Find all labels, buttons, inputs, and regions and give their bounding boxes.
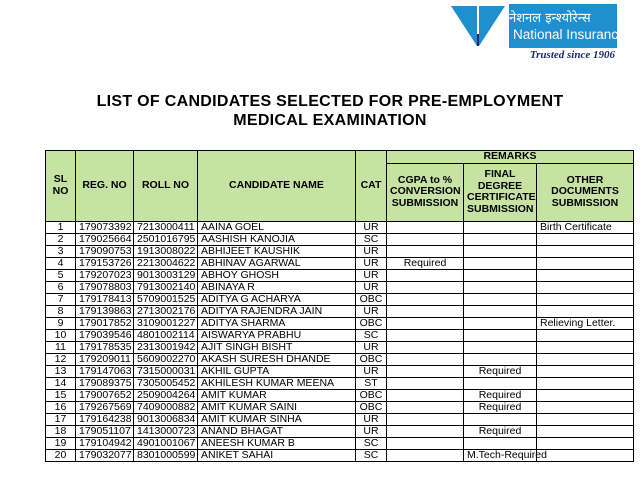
cell-final-degree-remark	[464, 245, 537, 257]
cell-other-documents-remark: Relieving Letter.	[537, 317, 634, 329]
cell-other-documents-remark	[537, 305, 634, 317]
logo-tagline: Trusted since 1906	[529, 49, 615, 61]
cell-other-documents-remark	[537, 257, 634, 269]
cell-cgpa-remark	[387, 317, 464, 329]
cell-final-degree-remark	[464, 437, 537, 449]
logo-english-text: National Insurance	[513, 27, 626, 42]
header-other-documents: OTHER DOCUMENTS SUBMISSION	[537, 163, 634, 221]
cell-cgpa-remark	[387, 329, 464, 341]
cell-category: UR	[356, 269, 387, 281]
cell-final-degree-remark	[464, 221, 537, 233]
table-row	[46, 269, 634, 281]
table-row	[46, 317, 634, 329]
cell-sl-no: 4	[46, 257, 76, 269]
cell-other-documents-remark	[537, 449, 634, 461]
table-row	[46, 257, 634, 269]
cell-roll-no: 9013003129	[134, 269, 198, 281]
cell-final-degree-remark: Required	[464, 425, 537, 437]
cell-other-documents-remark	[537, 425, 634, 437]
table-row	[46, 389, 634, 401]
cell-final-degree-remark	[464, 305, 537, 317]
cell-other-documents-remark	[537, 389, 634, 401]
cell-roll-no: 5609002270	[134, 353, 198, 365]
cell-candidate-name: AAINA GOEL	[198, 221, 356, 233]
table-row	[46, 329, 634, 341]
cell-final-degree-remark: Required	[464, 401, 537, 413]
cell-sl-no: 18	[46, 425, 76, 437]
cell-cgpa-remark	[387, 365, 464, 377]
header-roll-no: ROLL NO	[134, 151, 198, 222]
header-final-degree: FINAL DEGREE CERTIFICATE SUBMISSION	[464, 163, 537, 221]
cell-category: ST	[356, 377, 387, 389]
cell-cgpa-remark	[387, 341, 464, 353]
cell-candidate-name: AISWARYA PRABHU	[198, 329, 356, 341]
cell-reg-no: 179017852	[76, 317, 134, 329]
cell-category: UR	[356, 425, 387, 437]
cell-candidate-name: ABHOY GHOSH	[198, 269, 356, 281]
cell-sl-no: 15	[46, 389, 76, 401]
candidates-table	[45, 150, 634, 462]
cell-cgpa-remark	[387, 305, 464, 317]
cell-reg-no: 179104942	[76, 437, 134, 449]
cell-candidate-name: AMIT KUMAR SINHA	[198, 413, 356, 425]
cell-cgpa-remark	[387, 221, 464, 233]
cell-final-degree-remark	[464, 257, 537, 269]
cell-candidate-name: AKHILESH KUMAR MEENA	[198, 377, 356, 389]
cell-cgpa-remark	[387, 389, 464, 401]
cell-other-documents-remark	[537, 329, 634, 341]
cell-candidate-name: AMIT KUMAR	[198, 389, 356, 401]
cell-reg-no: 179039546	[76, 329, 134, 341]
cell-other-documents-remark	[537, 353, 634, 365]
cell-reg-no: 179153726	[76, 257, 134, 269]
table-row	[46, 365, 634, 377]
cell-sl-no: 19	[46, 437, 76, 449]
candidates-table-body	[46, 221, 634, 461]
cell-sl-no: 7	[46, 293, 76, 305]
cell-final-degree-remark: Required	[464, 365, 537, 377]
cell-roll-no: 1913008022	[134, 245, 198, 257]
cell-candidate-name: ADITYA SHARMA	[198, 317, 356, 329]
cell-final-degree-remark	[464, 317, 537, 329]
cell-sl-no: 2	[46, 233, 76, 245]
cell-cgpa-remark	[387, 233, 464, 245]
cell-cgpa-remark	[387, 449, 464, 461]
cell-cgpa-remark	[387, 377, 464, 389]
cell-reg-no: 179178535	[76, 341, 134, 353]
cell-candidate-name: AKHIL GUPTA	[198, 365, 356, 377]
cell-reg-no: 179073392	[76, 221, 134, 233]
cell-roll-no: 4901001067	[134, 437, 198, 449]
cell-sl-no: 3	[46, 245, 76, 257]
cell-cgpa-remark	[387, 293, 464, 305]
logo-banner	[447, 4, 626, 48]
table-row	[46, 293, 634, 305]
cell-sl-no: 1	[46, 221, 76, 233]
cell-category: OBC	[356, 317, 387, 329]
cell-candidate-name: ANIKET SAHAI	[198, 449, 356, 461]
cell-reg-no: 179139863	[76, 305, 134, 317]
cell-final-degree-remark: M.Tech-Required	[464, 449, 537, 461]
cell-cgpa-remark	[387, 413, 464, 425]
cell-reg-no: 179178413	[76, 293, 134, 305]
cell-other-documents-remark	[537, 437, 634, 449]
cell-final-degree-remark	[464, 329, 537, 341]
cell-roll-no: 7305005452	[134, 377, 198, 389]
cell-other-documents-remark	[537, 245, 634, 257]
cell-final-degree-remark	[464, 269, 537, 281]
cell-reg-no: 179025664	[76, 233, 134, 245]
cell-roll-no: 2213004622	[134, 257, 198, 269]
cell-reg-no: 179032077	[76, 449, 134, 461]
cell-cgpa-remark	[387, 269, 464, 281]
cell-reg-no: 179051107	[76, 425, 134, 437]
cell-category: SC	[356, 233, 387, 245]
cell-roll-no: 8301000599	[134, 449, 198, 461]
cell-category: SC	[356, 437, 387, 449]
header-candidate-name: CANDIDATE NAME	[198, 151, 356, 222]
cell-reg-no: 179164238	[76, 413, 134, 425]
table-row	[46, 377, 634, 389]
cell-final-degree-remark	[464, 377, 537, 389]
cell-candidate-name: ABINAYA R	[198, 281, 356, 293]
cell-other-documents-remark	[537, 293, 634, 305]
cell-reg-no: 179078803	[76, 281, 134, 293]
table-row	[46, 401, 634, 413]
logo-emblem-icon	[447, 4, 509, 48]
cell-reg-no: 179209011	[76, 353, 134, 365]
cell-roll-no: 2501016795	[134, 233, 198, 245]
national-insurance-logo	[447, 4, 626, 64]
table-row	[46, 353, 634, 365]
cell-sl-no: 5	[46, 269, 76, 281]
page-title	[40, 92, 620, 130]
cell-sl-no: 16	[46, 401, 76, 413]
cell-reg-no: 179090753	[76, 245, 134, 257]
cell-final-degree-remark	[464, 341, 537, 353]
table-row	[46, 221, 634, 233]
table-row	[46, 305, 634, 317]
header-row-1	[46, 151, 634, 164]
cell-sl-no: 10	[46, 329, 76, 341]
header-reg-no: REG. NO	[76, 151, 134, 222]
cell-category: SC	[356, 329, 387, 341]
cell-roll-no: 3109001227	[134, 317, 198, 329]
cell-roll-no: 2313001942	[134, 341, 198, 353]
cell-candidate-name: ANEESH KUMAR B	[198, 437, 356, 449]
cell-category: OBC	[356, 401, 387, 413]
cell-reg-no: 179007652	[76, 389, 134, 401]
cell-reg-no: 179147063	[76, 365, 134, 377]
table-row	[46, 281, 634, 293]
cell-other-documents-remark	[537, 281, 634, 293]
cell-roll-no: 7409000882	[134, 401, 198, 413]
cell-candidate-name: ABHINAV AGARWAL	[198, 257, 356, 269]
cell-reg-no: 179267569	[76, 401, 134, 413]
cell-final-degree-remark	[464, 233, 537, 245]
header-remarks: REMARKS	[387, 151, 634, 164]
cell-final-degree-remark	[464, 413, 537, 425]
title-line-2: MEDICAL EXAMINATION	[233, 112, 427, 129]
cell-candidate-name: ADITYA G ACHARYA	[198, 293, 356, 305]
cell-other-documents-remark	[537, 269, 634, 281]
table-row	[46, 341, 634, 353]
cell-other-documents-remark	[537, 341, 634, 353]
header-category: CAT	[356, 151, 387, 222]
cell-category: UR	[356, 257, 387, 269]
cell-other-documents-remark	[537, 377, 634, 389]
cell-category: UR	[356, 221, 387, 233]
cell-sl-no: 9	[46, 317, 76, 329]
header-sl-no: SL NO	[46, 151, 76, 222]
table-row	[46, 413, 634, 425]
cell-category: OBC	[356, 293, 387, 305]
cell-category: SC	[356, 449, 387, 461]
table-row	[46, 233, 634, 245]
cell-other-documents-remark	[537, 401, 634, 413]
cell-other-documents-remark	[537, 365, 634, 377]
cell-sl-no: 20	[46, 449, 76, 461]
table-row	[46, 425, 634, 437]
cell-candidate-name: AASHISH KANOJIA	[198, 233, 356, 245]
cell-reg-no: 179089375	[76, 377, 134, 389]
cell-category: OBC	[356, 389, 387, 401]
cell-roll-no: 2713002176	[134, 305, 198, 317]
cell-category: UR	[356, 245, 387, 257]
cell-candidate-name: AMIT KUMAR SAINI	[198, 401, 356, 413]
cell-cgpa-remark	[387, 401, 464, 413]
table-row	[46, 437, 634, 449]
cell-sl-no: 13	[46, 365, 76, 377]
cell-other-documents-remark	[537, 413, 634, 425]
cell-other-documents-remark: Birth Certificate	[537, 221, 634, 233]
cell-roll-no: 7913002140	[134, 281, 198, 293]
logo-hindi-text: नेशनल इन्श्योरेन्स	[509, 11, 591, 26]
cell-category: OBC	[356, 353, 387, 365]
cell-sl-no: 6	[46, 281, 76, 293]
cell-sl-no: 12	[46, 353, 76, 365]
cell-final-degree-remark: Required	[464, 389, 537, 401]
cell-roll-no: 1413000723	[134, 425, 198, 437]
cell-candidate-name: AKASH SURESH DHANDE	[198, 353, 356, 365]
cell-final-degree-remark	[464, 293, 537, 305]
cell-roll-no: 9013006834	[134, 413, 198, 425]
cell-roll-no: 7213000411	[134, 221, 198, 233]
table-row	[46, 245, 634, 257]
cell-cgpa-remark	[387, 437, 464, 449]
cell-cgpa-remark: Required	[387, 257, 464, 269]
cell-cgpa-remark	[387, 281, 464, 293]
cell-candidate-name: AJIT SINGH BISHT	[198, 341, 356, 353]
cell-candidate-name: ADITYA RAJENDRA JAIN	[198, 305, 356, 317]
cell-roll-no: 5709001525	[134, 293, 198, 305]
cell-final-degree-remark	[464, 281, 537, 293]
cell-category: UR	[356, 341, 387, 353]
cell-roll-no: 7315000031	[134, 365, 198, 377]
cell-category: UR	[356, 365, 387, 377]
cell-cgpa-remark	[387, 353, 464, 365]
cell-category: UR	[356, 281, 387, 293]
cell-candidate-name: ABHIJEET KAUSHIK	[198, 245, 356, 257]
cell-cgpa-remark	[387, 425, 464, 437]
table-row	[46, 449, 634, 461]
cell-final-degree-remark	[464, 353, 537, 365]
cell-sl-no: 14	[46, 377, 76, 389]
cell-sl-no: 8	[46, 305, 76, 317]
cell-roll-no: 2509004264	[134, 389, 198, 401]
cell-other-documents-remark	[537, 233, 634, 245]
cell-roll-no: 4801002114	[134, 329, 198, 341]
cell-sl-no: 11	[46, 341, 76, 353]
cell-cgpa-remark	[387, 245, 464, 257]
cell-candidate-name: ANAND BHAGAT	[198, 425, 356, 437]
cell-sl-no: 17	[46, 413, 76, 425]
header-cgpa-conversion: CGPA to % CONVERSION SUBMISSION	[387, 163, 464, 221]
cell-reg-no: 179207023	[76, 269, 134, 281]
cell-category: UR	[356, 413, 387, 425]
cell-category: UR	[356, 305, 387, 317]
title-line-1: LIST OF CANDIDATES SELECTED FOR PRE-EMPLOYMENT	[96, 93, 564, 110]
